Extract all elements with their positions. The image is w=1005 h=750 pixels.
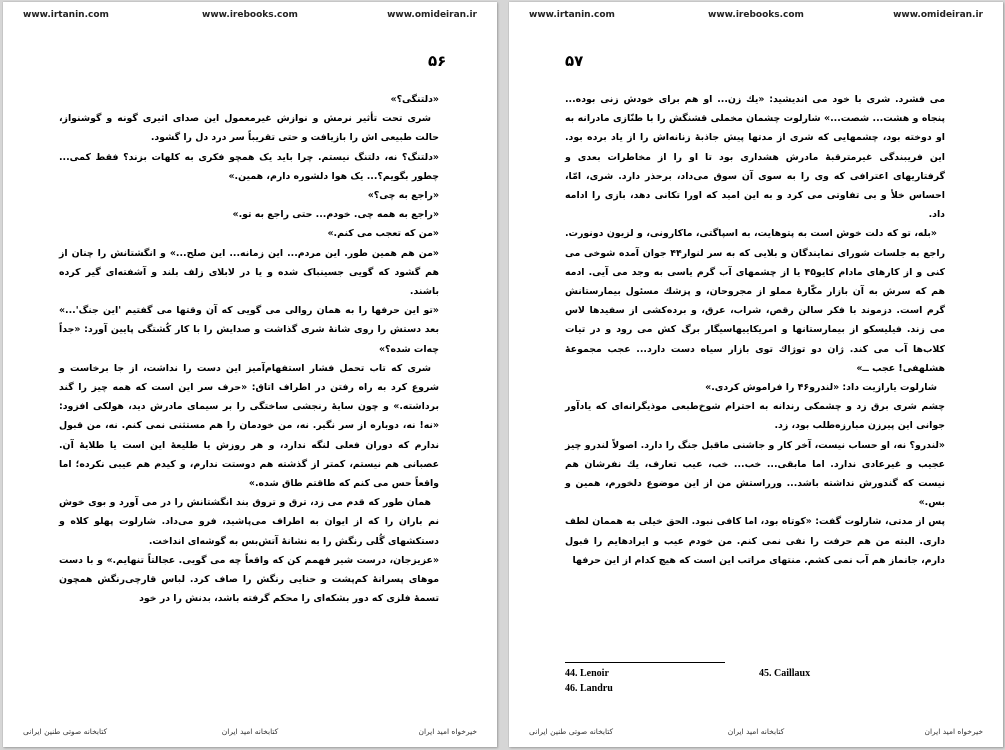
paragraph: «تو این حرفها را به همان روالی می گویی که آن وقتها می گفتیم 'این جنگ'...» بعد دستش را روی شانهٔ شری گذاشت و صدایش را با کار کُشتگی پایین آورد: «جداً چه‌ات شده؟» xyxy=(59,305,439,355)
footer-label-khayerkhah: خیرخواه امید ایران xyxy=(924,727,983,736)
page-header xyxy=(23,10,477,24)
page-header xyxy=(529,10,983,24)
book-page-right xyxy=(509,2,1003,747)
footer-label-audio-library: کتابخانه صوتی طنین ایرانی xyxy=(23,727,108,736)
header-link-irtanin[interactable]: www.irtanin.com xyxy=(529,10,615,20)
footer-label-audio-library: کتابخانه صوتی طنین ایرانی xyxy=(529,727,614,736)
page-body-text xyxy=(59,90,439,608)
footnote-45: 45. Caillaux xyxy=(759,668,811,679)
paragraph: می فشرد. شری با خود می اندیشید: «یك زن... او هم برای خودش زنی بوده... پنجاه و هشت... شصت...» شارلوت چشمان مخملی قشنگش را با طنّازی مادرانه به او دوخته بود، چشمهایی که شری از مدتها پیش جاذبهٔ زنانه‌اش را از یاد برده بود. این فریبندگی غیرمترقبهٔ مادرش هشداری بود تا او را از مخاطرات بعدی و گرفتاریهای اعترافی که وی را به سوی آن سوق می‌داد، برحذر دارد. شری، امّا، احساس خلأ و بی تفاوتی می کرد و به این امید که اورا تکانی دهد، بازی را ادامه داد. xyxy=(565,94,945,221)
paragraph: پس از مدتی، شارلوت گفت: «کوتاه بود، اما کافی نبود. الحق خیلی به هممان لطف داری. البته من هم حرفت را نفی نمی کنم. من خودم عیب و ایرادهایم را قبول دارم، جانماز هم آب نمی کشم. منتهای مراتب این است که هیچ کدام از این حرفها xyxy=(565,516,945,566)
paragraph: شارلوت یارازیت داد: «لندرو۴۶ را فراموش کردی.» xyxy=(705,382,937,394)
footnote-44: 44. Lenoir xyxy=(565,668,609,679)
header-link-irebooks[interactable]: www.irebooks.com xyxy=(202,10,298,20)
footer-label-khayerkhah: خیرخواه امید ایران xyxy=(418,727,477,736)
page-number: ۵۶ xyxy=(428,52,447,70)
page-number: ۵۷ xyxy=(565,52,584,70)
paragraph: «من که تعجب می کنم.» xyxy=(327,228,439,240)
header-link-irtanin[interactable]: www.irtanin.com xyxy=(23,10,109,20)
footer-label-library: کتابخانه امید ایران xyxy=(727,727,785,736)
paragraph: «دلتنگ؟ نه، دلتنگ نیستم. چرا باید یک همچو فکری به کلهات بزند؟ فقط کمی... چطور بگویم؟... یک هوا دلشوره دارم، همین.» xyxy=(59,151,439,182)
paragraph: «عزیزجان، درست شیر فهمم کن که واقعاً چه می گویی. عجالتاً تنهایم.» و با دست موهای پسرانهٔ کم‌پشت و حنایی رنگش را صاف کرد. لباس قارچی‌رنگش همچون تسمهٔ فلزی که دور بشکه‌ای را محکم گرفته باشد، بدنش را در خود xyxy=(59,554,439,605)
paragraph: «بله، تو که دلت خوش است به پتوهایت، به اسپاگتی، ماکارونی، و لزیون دونورت. راجع به جلسات شورای نمایندگان و بلایی که به سر لنوار۴۴ جوان آمده شوخی می کنی و از کارهای مادام کایو۴۵ یا از چشمهای آب گرم یاسی به وجد می آیی. ادمه هم که سرش به آن بازار مکّارهٔ مملو از مجروحان، و پزشك مسئول بیمارستانش گرم است. دزموند با فکر سالن رقص، شراب، عرق، و برده‌کشی از سفیدها لاس می زند. فیلیسکو از بیمارستانها و امریکاییهاسیگار برگ کش می رود و در تیات کلاب‌ها آب می کند. ژان دو توژاك توی بازار سیاه دست دارد... عجب مجموعهٔ هشلهفی! عجب ــ» xyxy=(565,228,945,374)
footnote-divider xyxy=(565,662,725,663)
header-link-irebooks[interactable]: www.irebooks.com xyxy=(708,10,804,20)
paragraph: «راجع به همه چی. خودم... حتی راجع به تو.» xyxy=(232,209,439,221)
paragraph: «من هم همین طور. این مردم... این زمانه... این صلح...» و انگشتانش را چنان از هم گشود که گویی جسینباک شده و یا در لابلای زلف بلند و آشفته‌ای گیر کرده باشند. xyxy=(59,247,439,298)
paragraph: «لندرو؟ نه، او حساب نیست، آخر کار و جاشنی ماقبل جنگ را دارد. اصولاً لندرو چیز عجیب و غیرعادی ندارد. اما مابقی... خب... خب، عیب تعارف، یك نفرشان هم نیست که گندورش نداشته باشد... ورراستش من از این موضوع دلخورم، همین و بس.» xyxy=(565,439,945,509)
paragraph: «راجع به چی؟» xyxy=(367,190,439,202)
paragraph: «دلتنگی؟» xyxy=(390,94,439,105)
book-page-left xyxy=(3,2,497,747)
footer-label-library: کتابخانه امید ایران xyxy=(221,727,279,736)
paragraph: همان طور که قدم می زد، ترق و تروق بند انگشتانش را در می آورد و بوی خوش نم باران را که از ایوان به اطراف می‌پاشید، فرو می‌داد. شارلوت پهلو کلاه و دستکشهای گُلی رنگش را به نشانهٔ آتش‌بس به گوشه‌ای انداخت. xyxy=(59,497,439,547)
page-footer xyxy=(23,727,477,739)
page-body-text xyxy=(565,90,945,570)
footnote-46: 46. Landru xyxy=(565,683,613,694)
paragraph: شری تحت تأثیر نرمش و نوازش غیرمعمول این صدای اثیری گونه و گوشنواز، حالت طبیعی اش را بازیافت و حتی تقریباً سر درد دل را گشود. xyxy=(59,113,439,144)
paragraph: چشم شری برق زد و چشمکی رندانه به احترام شوخ‌طبعی موذیگرانه‌ای که یادآور جوانی این پیرزن مبارزه‌طلب بود، زد. xyxy=(565,401,945,432)
header-link-omideiran[interactable]: www.omideiran.ir xyxy=(893,10,983,20)
page-footer xyxy=(529,727,983,739)
paragraph: شری که تاب تحمل فشار استفهام‌آمیز این دست را نداشت، از جا برخاست و شروع کرد به راه رفتن در اطراف اتاق: «حرف سر این است که همه چیز را گند برداشته.» و چون سایهٔ رنجشی ساختگی را بر سیمای مادرش دید، هولکی افزود: «نه! نه، دوباره از سر نگیر. نه، من خودمان را هم مستثنی نمی کنم. نه، من قبول ندارم که دوران فعلی لنگه ندارد، و هر روزش یا طلیعهٔ این است یا طلایهٔ آن. عصبانی هم نیستم، کمتر از گذشته هم دوستت ندارم، و کیدم هم عیبی نکرده؛ اما واقعاً حس می کنم که طاقتم طاق شده.» xyxy=(59,362,439,490)
header-link-omideiran[interactable]: www.omideiran.ir xyxy=(387,10,477,20)
